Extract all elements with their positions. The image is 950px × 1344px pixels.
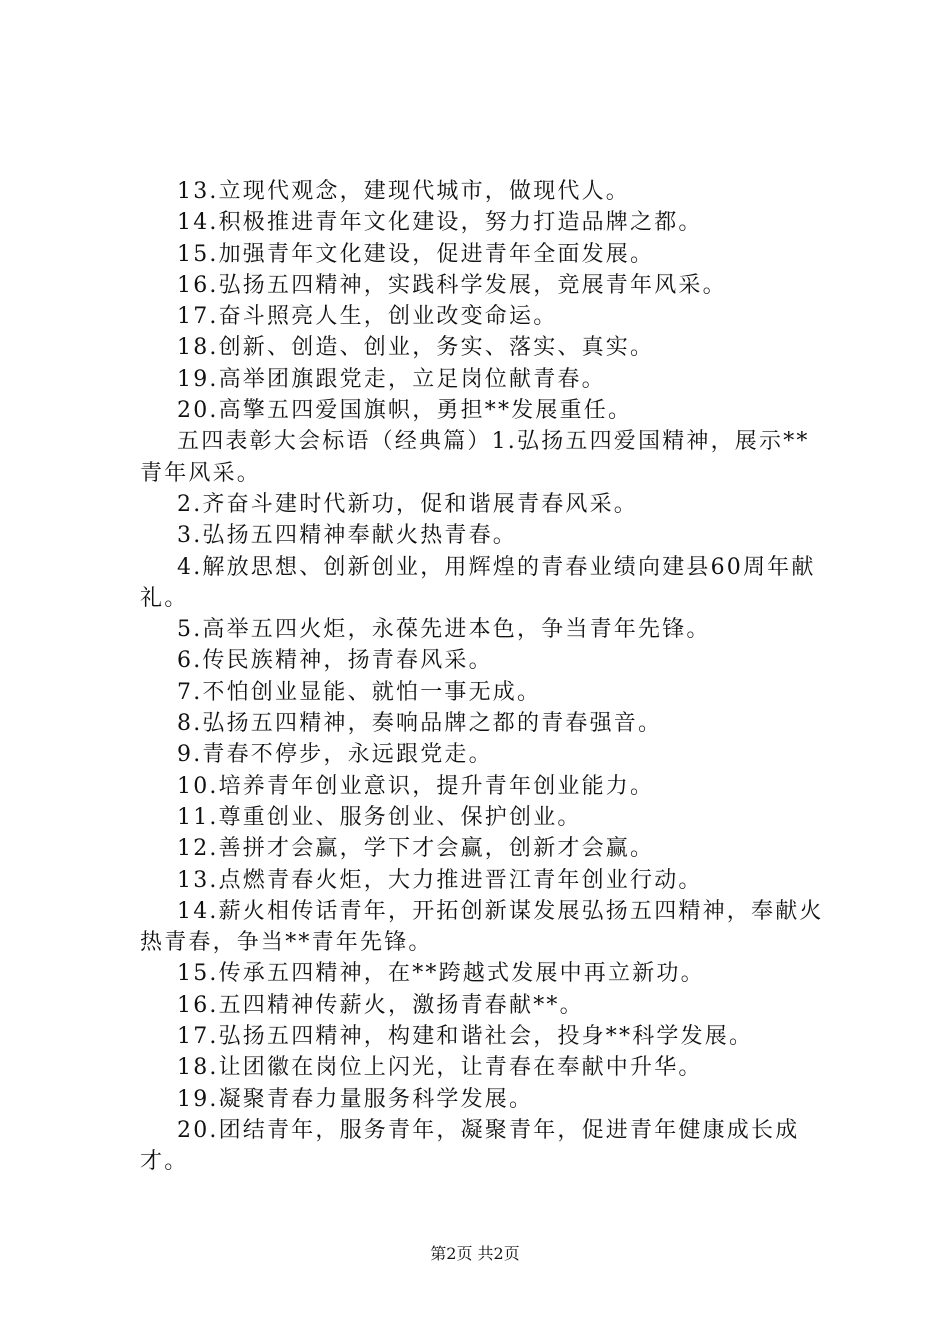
paragraph: 13.立现代观念，建现代城市，做现代人。 [177, 179, 630, 204]
paragraph: 15.传承五四精神，在**跨越式发展中再立新功。 [177, 961, 705, 987]
page-number: 第2页 共2页 [430, 1244, 520, 1263]
page-footer [0, 1244, 950, 1264]
paragraph: 8.弘扬五四精神，奏响品牌之都的青春强音。 [177, 711, 663, 737]
paragraph: 18.让团徽在岗位上闪光，让青春在奉献中升华。 [177, 1055, 703, 1081]
paragraph: 20.高擎五四爱国旗帜，勇担**发展重任。 [177, 398, 633, 424]
paragraph: 17.奋斗照亮人生，创业改变命运。 [177, 304, 558, 330]
paragraph: 3.弘扬五四精神奉献火热青春。 [177, 523, 517, 549]
paragraph: 7.不怕创业显能、就怕一事无成。 [177, 679, 542, 705]
section-heading-paragraph: 五四表彰大会标语（经典篇）1.弘扬五四爱国精神，展示**青年风采。 [140, 429, 810, 486]
paragraph: 4.解放思想、创新创业，用辉煌的青春业绩向建县60周年献礼。 [140, 554, 816, 611]
paragraph: 19.高举团旗跟党走，立足岗位献青春。 [177, 366, 606, 392]
paragraph: 16.弘扬五四精神，实践科学发展，竞展青年风采。 [177, 272, 727, 298]
paragraph: 17.弘扬五四精神，构建和谐社会，投身**科学发展。 [177, 1024, 754, 1050]
paragraph: 6.传民族精神，扬青春风采。 [177, 648, 493, 674]
document-body [140, 176, 832, 1178]
paragraph: 19.凝聚青春力量服务科学发展。 [177, 1086, 534, 1112]
paragraph: 14.薪火相传话青年，开拓创新谋发展弘扬五四精神，奉献火热青春，争当**青年先锋。 [140, 898, 824, 956]
paragraph: 2.齐奋斗建时代新功，促和谐展青春风采。 [177, 491, 638, 517]
paragraph: 20.团结青年，服务青年，凝聚青年，促进青年健康成长成才。 [140, 1117, 800, 1175]
paragraph: 16.五四精神传薪火，激扬青春献**。 [177, 992, 584, 1018]
paragraph: 11.尊重创业、服务创业、保护创业。 [177, 804, 582, 830]
paragraph: 12.善拼才会赢，学下才会赢，创新才会赢。 [177, 836, 655, 862]
paragraph: 9.青春不停步，永远跟党走。 [177, 742, 493, 768]
paragraph: 18.创新、创造、创业，务实、落实、真实。 [177, 335, 655, 361]
paragraph: 10.培养青年创业意识，提升青年创业能力。 [177, 773, 655, 799]
paragraph: 14.积极推进青年文化建设，努力打造品牌之都。 [177, 210, 703, 236]
paragraph: 5.高举五四火炬，永葆先进本色，争当青年先锋。 [177, 617, 711, 643]
paragraph: 15.加强青年文化建设，促进青年全面发展。 [177, 241, 655, 267]
paragraph: 13.点燃青春火炬，大力推进晋江青年创业行动。 [177, 867, 703, 893]
